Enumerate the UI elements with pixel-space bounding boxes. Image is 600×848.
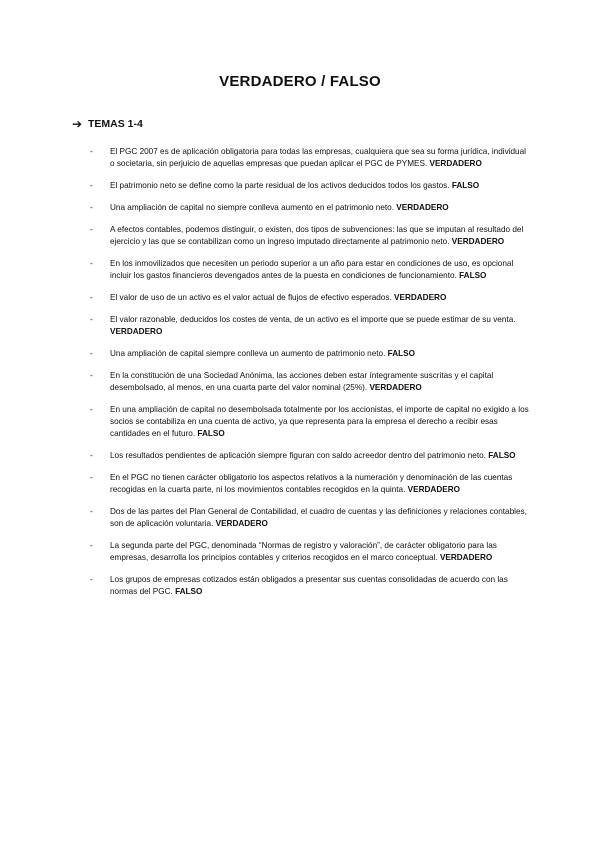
- statement-list: [90, 146, 530, 598]
- answer-label: FALSO: [387, 349, 415, 358]
- list-dash: -: [90, 349, 93, 358]
- answer-label: VERDADERO: [215, 519, 268, 528]
- statement-text: Una ampliación de capital siempre conlleva un aumento de patrimonio neto.: [110, 349, 386, 358]
- statement-text: El valor de uso de un activo es el valor actual de flujos de efectivo esperados.: [110, 293, 392, 302]
- list-item: [90, 180, 530, 192]
- section-label: TEMAS 1-4: [88, 118, 143, 130]
- list-item: [90, 314, 530, 338]
- answer-label: FALSO: [488, 451, 516, 460]
- arrow-right-icon: ➔: [72, 117, 83, 131]
- statement-text: En los inmovilizados que necesiten un periodo superior a un año para estar en condiciones de uso, es opcional incluir los gastos financieros devengados antes de la puesta en condiciones de funcionamiento.: [110, 259, 514, 280]
- list-dash: -: [90, 225, 93, 234]
- list-item: [90, 404, 530, 440]
- statement-text: A efectos contables, podemos distinguir, o existen, dos tipos de subvenciones: las que se imputan al resultado del ejercicio y las que se contabilizan como un ingreso imputado directamente al patrimonio neto.: [110, 225, 524, 246]
- statement-text: Los resultados pendientes de aplicación siempre figuran con saldo acreedor dentro del patrimonio neto.: [110, 451, 486, 460]
- statement-text: Dos de las partes del Plan General de Contabilidad, el cuadro de cuentas y las definiciones y relaciones contables, son de aplicación voluntaria.: [110, 507, 527, 528]
- list-dash: -: [90, 293, 93, 302]
- answer-label: VERDADERO: [369, 383, 422, 392]
- list-item: [90, 506, 530, 530]
- list-dash: -: [90, 259, 93, 268]
- answer-label: VERDADERO: [451, 237, 505, 246]
- statement-text: En el PGC no tienen carácter obligatorio los aspectos relativos a la numeración y denominación de las cuentas recogidas en la cuarta parte, ni los movimientos contables recogidos en la quinta.: [110, 473, 513, 494]
- list-item: [90, 450, 530, 462]
- list-item: [90, 146, 530, 170]
- answer-label: FALSO: [175, 587, 203, 596]
- list-item: [90, 370, 530, 394]
- answer-label: FALSO: [459, 271, 487, 280]
- statement-text: Los grupos de empresas cotizados están obligados a presentar sus cuentas consolidadas de acuerdo con las normas del PGC.: [110, 575, 508, 596]
- answer-label: VERDADERO: [429, 159, 482, 168]
- list-dash: -: [90, 507, 93, 516]
- statement-text: En la constitución de una Sociedad Anónima, las acciones deben estar íntegramente suscritas y el capital desembolsado, al menos, en una cuarta parte del valor nominal (25%).: [110, 371, 494, 392]
- list-dash: -: [90, 405, 93, 414]
- answer-label: VERDADERO: [439, 553, 493, 562]
- statement-text: La segunda parte del PGC, denominada “Normas de registro y valoración”, de carácter obligatorio para las empresas, desarrolla los principios contables y criterios recogidos en el marco conceptual.: [110, 541, 497, 562]
- list-dash: -: [90, 181, 93, 190]
- answer-label: VERDADERO: [396, 203, 449, 212]
- list-item: [90, 224, 530, 248]
- statement-text: En una ampliación de capital no desembolsada totalmente por los accionistas, el importe de capital no exigido a los socios se contabiliza en una cuenta de activo, ya que representa para la empresa el derecho a recibir esas cantidades en el futuro.: [110, 405, 529, 438]
- list-item: [90, 472, 530, 496]
- statement-text: El valor razonable, deducidos los costes de venta, de un activo es el importe que se puede estimar de su venta.: [110, 315, 516, 324]
- list-item: [90, 540, 530, 564]
- answer-label: VERDADERO: [394, 293, 447, 302]
- list-dash: -: [90, 315, 93, 324]
- list-item: [90, 348, 530, 360]
- section-heading: [72, 117, 143, 131]
- statement-text: El PGC 2007 es de aplicación obligatoria para todas las empresas, cualquiera que sea su forma jurídica, individual o societaria, sin perjuicio de aquellas empresas que puedan aplicar el PGC de PYMES.: [110, 147, 526, 168]
- answer-label: FALSO: [451, 181, 480, 190]
- list-dash: -: [90, 575, 93, 584]
- statement-text: Una ampliación de capital no siempre conlleva aumento en el patrimonio neto.: [110, 203, 394, 212]
- answer-label: FALSO: [197, 429, 225, 438]
- list-dash: -: [90, 203, 93, 212]
- list-item: [90, 202, 530, 214]
- list-dash: -: [90, 541, 93, 550]
- list-item: [90, 574, 530, 598]
- page-title: VERDADERO / FALSO: [219, 73, 381, 90]
- list-dash: -: [90, 371, 93, 380]
- answer-label: VERDADERO: [110, 327, 163, 336]
- list-dash: -: [90, 473, 93, 482]
- statement-text: El patrimonio neto se define como la parte residual de los activos deducidos todos los gastos.: [110, 181, 450, 190]
- list-item: [90, 258, 530, 282]
- list-dash: -: [90, 451, 93, 460]
- list-item: [90, 292, 530, 304]
- list-dash: -: [90, 147, 93, 156]
- answer-label: VERDADERO: [407, 485, 460, 494]
